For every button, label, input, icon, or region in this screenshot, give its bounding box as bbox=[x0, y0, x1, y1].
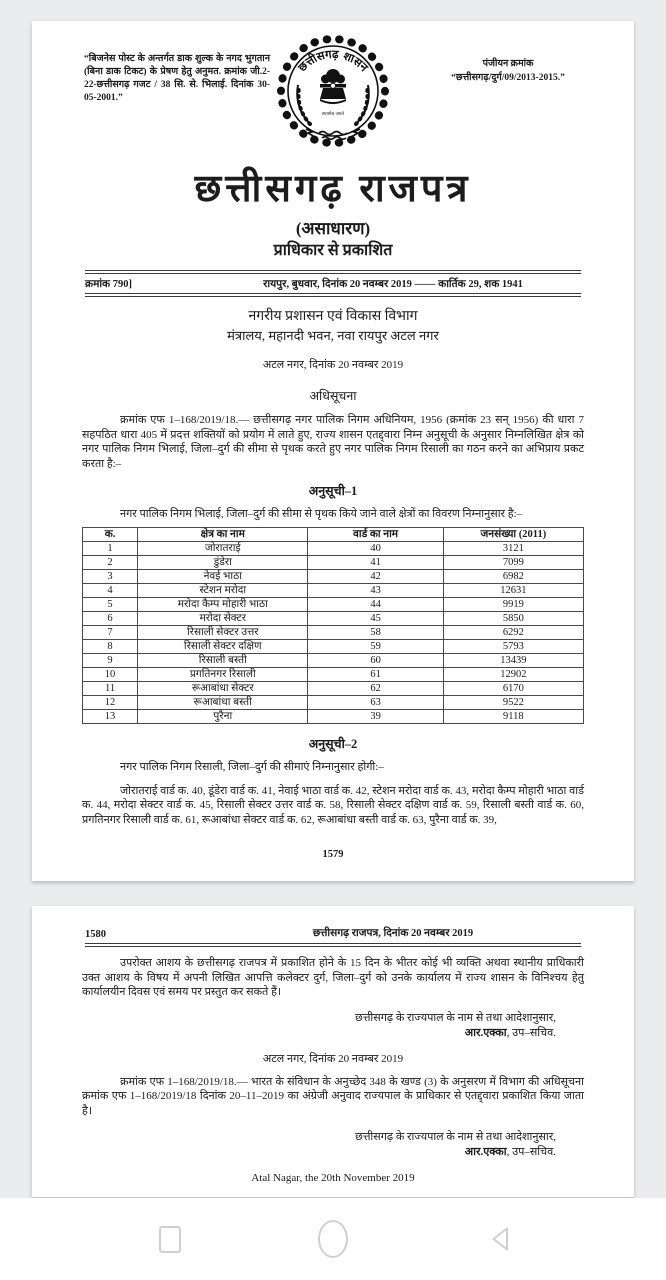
postal-permission-note: “बिजनेस पोस्ट के अन्तर्गत डाक शुल्क के नगद भुगतान (बिना डाक टिकट) के प्रेषण हेतु अनुमत. क्रमांक जी.2-22-छत्तीसगढ़ गजट / 38 सि. से. भिलाई. दिनांक 30-05-2001.” bbox=[84, 54, 270, 103]
signature-authority-line: छत्तीसगढ़ के राज्यपाल के नाम से तथा आदेशानुसार, bbox=[355, 1130, 556, 1143]
published-by-authority: प्राधिकार से प्रकाशित bbox=[273, 242, 393, 259]
android-navigation-bar bbox=[0, 1198, 666, 1280]
signatory-line bbox=[82, 1145, 556, 1160]
notification-paragraph: क्रमांक एफ 1–168/2019/18.— छत्तीसगढ़ नगर पालिक निगम अधिनियम, 1956 (क्रमांक 23 सन् 1956) की धारा 7 सहपठित धारा 405 में प्रदत्त शक्तियों को प्रयोग में लाते हुए, राज्य शासन एतद्द्वारा निम्न अनुसूची के अनुसार निम्नलिखित क्षेत्र को नगर पालिक निगम भिलाई, जिला–दुर्ग की सीमा से पृथक करते हुए नगर पालिक निगम रिसाली का गठन करने का अभिप्राय प्रकट करता है:– bbox=[82, 414, 584, 470]
gazette-subtitle: (असाधारण) bbox=[295, 219, 371, 238]
schedule2-intro: नगर पालिक निगम रिसाली, जिला–दुर्ग की सीमाएं निम्नानुसार होगी:– bbox=[120, 760, 384, 773]
department-name: नगरीय प्रशासन एवं विकास विभाग bbox=[248, 309, 418, 324]
schedule2-body: जोरातराई वार्ड क. 40, डूंडेरा वार्ड क. 41, नेवाई भाठा वार्ड क. 42, स्टेशन मरोदा वार्ड क. 43, मरोदा कैम्प मोहारी भाठा वार्ड क. 44, मरोदा सेक्टर वार्ड क. 45, रिसाली सेक्टर उत्तर वार्ड क. 58, रिसाली सेक्टर दक्षिण वार्ड क. 59, रिसाली बस्ती वार्ड क. 60, प्रगतिनगर रिसाली वार्ड क. 61, रूआबांधा सेक्टर वार्ड क. 62, रूआबांधा बस्ती वार्ड क. 63, पुरैना वार्ड क. 39, bbox=[82, 784, 584, 826]
schedule2-heading: अनुसूची–2 bbox=[308, 736, 358, 751]
table-row: 9 रिसाली बस्ती 60 13439 bbox=[83, 653, 584, 667]
col-serial: क. bbox=[83, 527, 138, 541]
back-button[interactable] bbox=[440, 1198, 560, 1280]
signatory-name: आर.एक्का bbox=[464, 1145, 507, 1158]
col-population: जनसंख्या (2011) bbox=[443, 527, 583, 541]
wards-table-body bbox=[83, 541, 584, 723]
translation-paragraph: क्रमांक एफ 1–168/2019/18.— भारत के संविधान के अनुच्छेद 348 के खण्ड (3) के अनुसरण में विभाग की अधिसूचना क्रमांक एफ 1–168/2019/18 दिनांक 20–11–2019 का अंग्रेजी अनुवाद राज्यपाल के प्राधिकार से एतद्द्वारा प्रकाशित किया जाता है। bbox=[82, 1075, 584, 1117]
objection-paragraph: उपरोक्त आशय के छत्तीसगढ़ राजपत्र में प्रकाशित होने के 15 दिन के भीतर कोई भी व्यक्ति अथवा स्थानीय प्राधिकारी उक्त आशय के विषय में अपनी लिखित आपत्ति कलेक्टर दुर्ग, जिला–दुर्ग को उनके कार्यालय में राज्य शासन के विनिश्चय हेतु कार्यालयीन दिवस एवं समय पर प्रस्तुत कर सकते हैं। bbox=[82, 957, 584, 999]
registration-label: पंजीयन क्रमांक bbox=[482, 59, 534, 69]
page-number: 1579 bbox=[322, 849, 344, 861]
gazette-dateline: रायपुर, बुधवार, दिनांक 20 नवम्बर 2019 —— कार्तिक 29, शक 1941 bbox=[263, 279, 523, 290]
table-header-row bbox=[83, 527, 584, 541]
col-area-name: क्षेत्र का नाम bbox=[138, 527, 308, 541]
table-row: 4 स्टेशन मरोदा 43 12631 bbox=[83, 583, 584, 597]
state-emblem-icon bbox=[272, 29, 394, 162]
ministry-address: मंत्रालय, महानदी भवन, नवा रायपुर अटल नगर bbox=[227, 328, 439, 343]
table-row: 3 नेवई भाठा 42 6982 bbox=[83, 569, 584, 583]
registration-number: “छत्तीसगढ़/दुर्ग/09/2013-2015.” bbox=[451, 73, 565, 83]
table-row: 2 डुंडेरा 41 7099 bbox=[83, 555, 584, 569]
gazette-page-2 bbox=[32, 906, 634, 1197]
issue-dateline-row bbox=[82, 274, 584, 293]
table-row: 5 मरोदा कैम्प मोहारी भाठा 44 9919 bbox=[83, 597, 584, 611]
table-row: 11 रूआबांधा सेक्टर 62 6170 bbox=[83, 681, 584, 695]
signatory-title: , उप–सचिव. bbox=[506, 1026, 556, 1039]
double-rule bbox=[85, 293, 581, 297]
place-date-line: अटल नगर, दिनांक 20 नवम्बर 2019 bbox=[262, 359, 404, 371]
ashoka-lion-capital bbox=[320, 69, 346, 104]
table-row: 10 प्रगतिनगर रिसाली 61 12902 bbox=[83, 667, 584, 681]
gazette-masthead bbox=[32, 21, 634, 163]
notification-heading: अधिसूचना bbox=[309, 389, 357, 403]
signatory-title: , उप–सचिव. bbox=[506, 1145, 556, 1158]
signature-authority-line: छत्तीसगढ़ के राज्यपाल के नाम से तथा आदेशानुसार, bbox=[355, 1011, 556, 1024]
place-date-line: अटल नगर, दिनांक 20 नवम्बर 2019 bbox=[262, 1052, 404, 1065]
recents-icon bbox=[159, 1226, 181, 1253]
home-button[interactable] bbox=[273, 1198, 393, 1280]
col-ward-name: वार्ड का नाम bbox=[308, 527, 443, 541]
table-row: 12 रूआबांधा बस्ती 63 9522 bbox=[83, 695, 584, 709]
gazette-page-1 bbox=[32, 21, 634, 881]
table-row: 7 रिसाली सेक्टर उत्तर 58 6292 bbox=[83, 625, 584, 639]
signature-block bbox=[82, 1130, 584, 1160]
signatory-name: आर.एक्का bbox=[464, 1026, 507, 1039]
page-number: 1580 bbox=[85, 929, 106, 940]
emblem-motto: सत्यमेव जयते bbox=[321, 112, 345, 117]
wards-table-header bbox=[83, 527, 584, 541]
back-icon bbox=[489, 1225, 511, 1253]
gazette-title: छत्तीसगढ़ राजपत्र bbox=[194, 168, 472, 210]
double-rule bbox=[85, 943, 581, 947]
recents-button[interactable] bbox=[110, 1198, 230, 1280]
home-icon bbox=[318, 1220, 348, 1258]
wards-table bbox=[82, 527, 584, 724]
table-row: 13 पुरैना 39 9118 bbox=[83, 709, 584, 723]
schedule1-intro: नगर पालिक निगम भिलाई, जिला–दुर्ग की सीमा से पृथक किये जाने वाले क्षेत्रों का विवरण निम्नानुसार है:– bbox=[120, 508, 523, 521]
table-row: 8 रिसाली सेक्टर दक्षिण 59 5793 bbox=[83, 639, 584, 653]
table-row: 6 मरोदा सेक्टर 45 5850 bbox=[83, 611, 584, 625]
signature-block bbox=[82, 1011, 584, 1041]
running-header bbox=[82, 906, 584, 943]
signatory-line bbox=[82, 1026, 556, 1041]
issue-number: क्रमांक 790] bbox=[85, 279, 132, 290]
emblem-arc-text: छत्तीसगढ़ शासन bbox=[294, 46, 372, 75]
registration-block bbox=[418, 57, 598, 85]
schedule1-heading: अनुसूची–1 bbox=[308, 484, 358, 499]
running-header-title: छत्तीसगढ़ राजपत्र, दिनांक 20 नवम्बर 2019 bbox=[312, 928, 474, 939]
english-dateline: Atal Nagar, the 20th November 2019 bbox=[251, 1171, 415, 1184]
table-row: 1 जोरातराई 40 3121 bbox=[83, 541, 584, 555]
